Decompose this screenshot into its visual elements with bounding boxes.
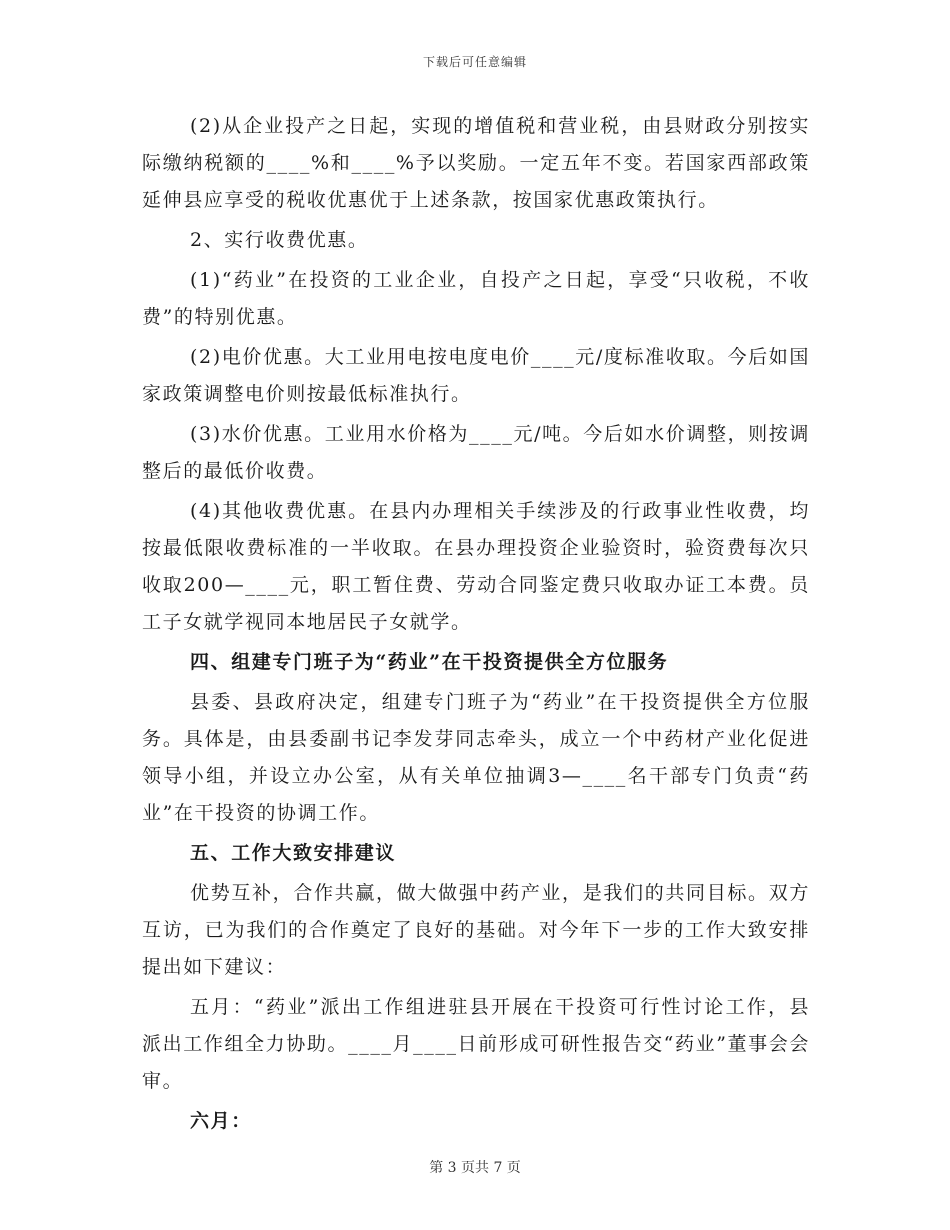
document-body <box>142 108 810 1143</box>
section-heading: 六月： <box>190 1110 252 1132</box>
section-heading: 五、工作大致安排建议 <box>190 842 397 864</box>
paragraph: (1)“药业”在投资的工业企业，自投产之日起，享受“只收税，不收费”的特别优惠。 <box>142 269 810 328</box>
paragraph: (4)其他收费优惠。在县内办理相关手续涉及的行政事业性收费，均按最低限收费标准的一半收取。在县办理投资企业验资时，验资费每次只收取200—____元，职工暂住费、劳动合同鉴定费只收取办证工本费。员工子女就学视同本地居民子女就学。 <box>142 500 810 633</box>
paragraph: 优势互补，合作共赢，做大做强中药产业，是我们的共同目标。双方互访，已为我们的合作奠定了良好的基础。对今年下一步的工作大致安排提出如下建议： <box>142 882 810 978</box>
paragraph: (2)从企业投产之日起，实现的增值税和营业税，由县财政分别按实际缴纳税额的____%和____%予以奖励。一定五年不变。若国家西部政策延伸县应享受的税收优惠优于上述条款，按国家优惠政策执行。 <box>142 115 810 211</box>
paragraph: 五月：“药业”派出工作组进驻县开展在干投资可行性讨论工作，县派出工作组全力协助。____月____日前形成可研性报告交“药业”董事会会审。 <box>142 996 810 1092</box>
page-footer: 第 3 页共 7 页 <box>429 1160 521 1176</box>
page-header: 下载后可任意编辑 <box>422 55 527 69</box>
section-heading: 四、组建专门班子为“药业”在干投资提供全方位服务 <box>190 651 669 673</box>
paragraph: 县委、县政府决定，组建专门班子为“药业”在干投资提供全方位服务。具体是，由县委副书记李发芽同志牵头，成立一个中药材产业化促进领导小组，并设立办公室，从有关单位抽调3—____名干部专门负责“药业”在干投资的协调工作。 <box>142 691 810 824</box>
paragraph: (2)电价优惠。大工业用电按电度电价____元/度标准收取。今后如国家政策调整电价则按最低标准执行。 <box>142 346 810 405</box>
paragraph: 2、实行收费优惠。 <box>190 229 369 251</box>
paragraph: (3)水价优惠。工业用水价格为____元/吨。今后如水价调整，则按调整后的最低价收费。 <box>142 423 810 482</box>
